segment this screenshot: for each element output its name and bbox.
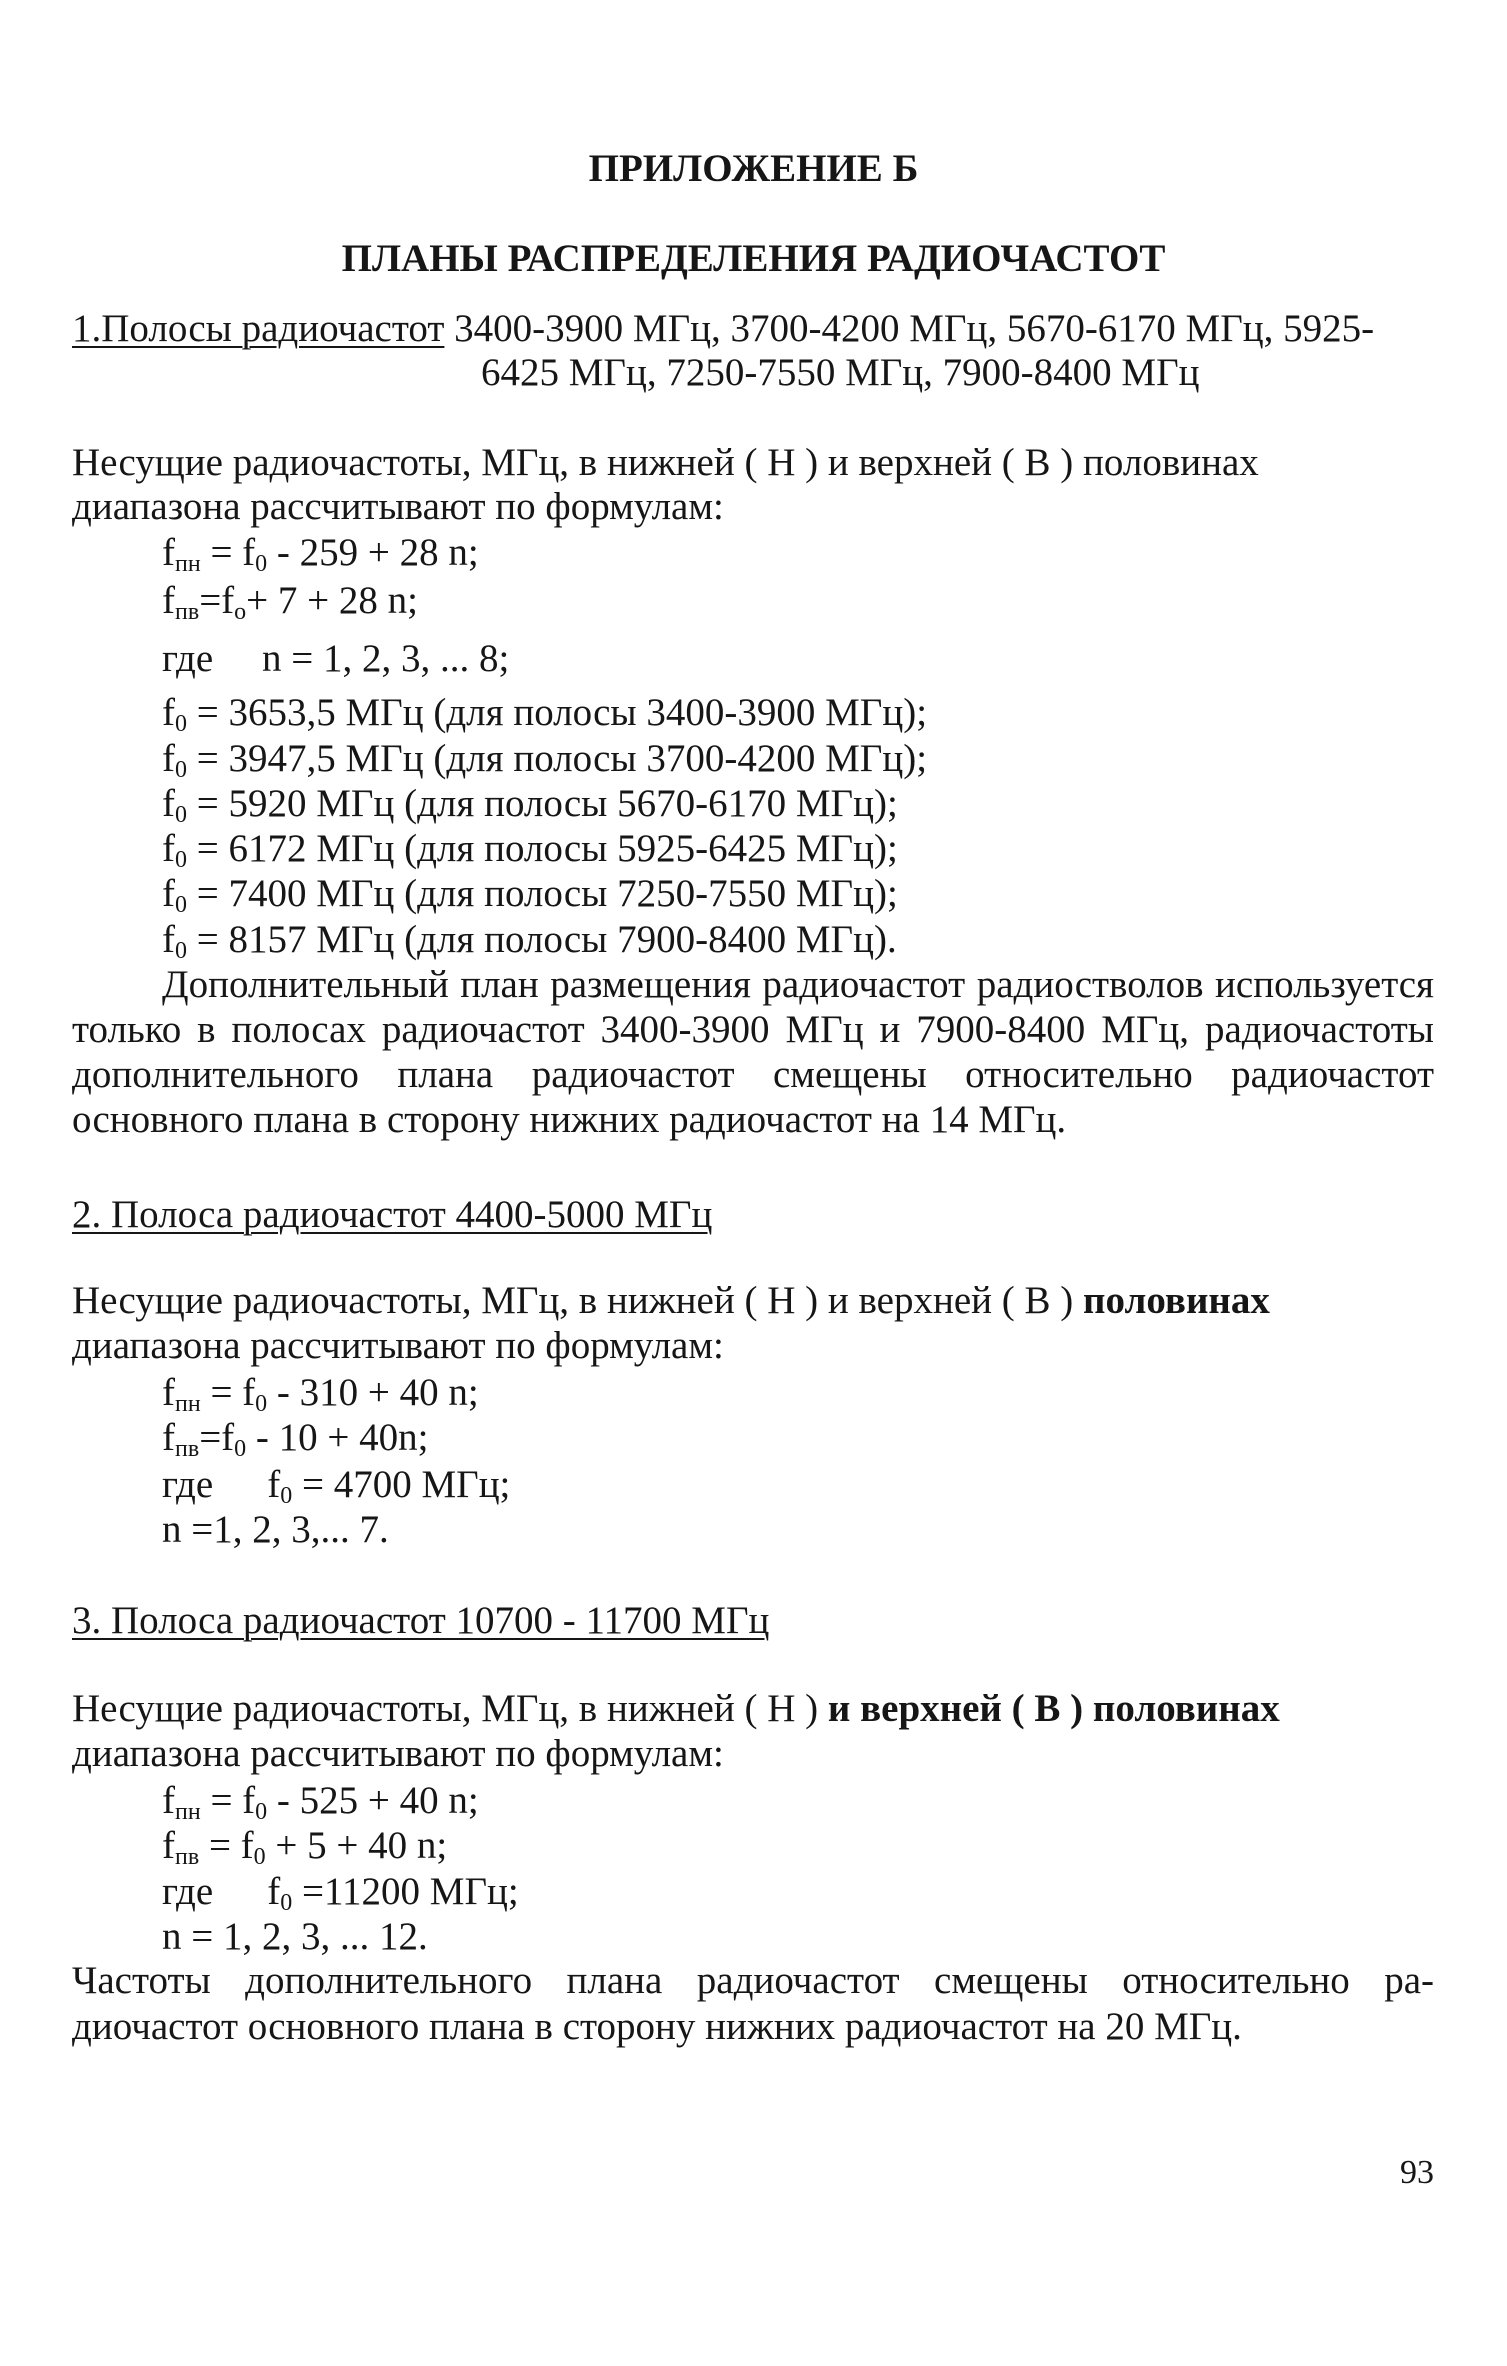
f0-line-3: $f_0 = 5920$ МГц (для полосы 5670-6170 МГц);	[162, 782, 898, 828]
section-1-heading	[72, 306, 1374, 352]
section-1-bands-1: 3400-3900 МГц, 3700-4200 МГц, 5670-6170 МГц, 5925-	[444, 307, 1375, 350]
section-2-intro-1: Несущие радиочастоты, МГц, в нижней ( Н ) и верхней ( В ) половинах	[72, 1279, 1270, 1322]
section-1-intro-2: диапазона рассчитывают по формулам:	[72, 485, 724, 528]
formula-where-f0-2: где $f_0 = 4700$ МГц;	[162, 1463, 511, 1509]
appendix-heading: ПРИЛОЖЕНИЕ Б	[588, 147, 919, 190]
formula-f-pn-3: $f_{пн} = f_0 - 525 + 40$ n;	[162, 1779, 479, 1825]
formula-n-3: n = 1, 2, 3, ... 12.	[162, 1915, 428, 1958]
section-2-intro-2: диапазона рассчитывают по формулам:	[72, 1324, 724, 1367]
formula-f-pv-2: $f_{пв}=f_0 - 10 + 40n$;	[162, 1416, 429, 1462]
f0-line-6: $f_0 = 8157$ МГц (для полосы 7900-8400 МГц).	[162, 918, 897, 964]
formula-f-pv-3: $f_{пв} = f_0 + 5 + 40$ n;	[162, 1824, 448, 1870]
formula-f-pv-1: $f_{пв}=f_o+ 7 + 28$ n;	[162, 579, 418, 625]
section-3-intro-2: диапазона рассчитывают по формулам:	[72, 1732, 724, 1775]
f0-line-4: $f_0 = 6172$ МГц (для полосы 5925-6425 МГц);	[162, 827, 898, 873]
section-3-heading: 3. Полоса радиочастот 10700 - 11700 МГц	[72, 1599, 770, 1642]
page-number: 93	[1400, 2154, 1434, 2191]
formula-where-n-1: где n = 1, 2, 3, ... 8;	[162, 637, 510, 680]
section-3-final-note: Частоты дополнительного плана радиочастот смещены относительно радиочастот основного плана в сторону нижних радиочастот на 20 МГц.	[72, 1959, 1434, 2048]
formula-f-pn-1: $f_{пн} = f_0 - 259 + 28$ n;	[162, 531, 479, 577]
f0-line-5: $f_0 = 7400$ МГц (для полосы 7250-7550 МГц);	[162, 872, 898, 918]
section-1-intro-1: Несущие радиочастоты, МГц, в нижней ( Н ) и верхней ( В ) половинах	[72, 441, 1259, 484]
section-1-bands-2: 6425 МГц, 7250-7550 МГц, 7900-8400 МГц	[481, 351, 1200, 394]
f0-line-1: $f_0 = 3653,5$ МГц (для полосы 3400-3900 МГц);	[162, 691, 928, 737]
section-1-additional-plan: Дополнительный план размещения радиочастот радиостволов используется только в полосах радиочастот 3400-3900 МГц и 7900-8400 МГц, радиочастоты дополнительного плана радиочастот смещены относительно радиочастот основного плана в сторону нижних радиочастот на 14 МГц.	[72, 963, 1434, 1141]
page-title: ПЛАНЫ РАСПРЕДЕЛЕНИЯ РАДИОЧАСТОТ	[341, 237, 1166, 280]
section-3-intro-1: Несущие радиочастоты, МГц, в нижней ( Н ) и верхней ( В ) половинах	[72, 1687, 1280, 1730]
section-1-link: 1.Полосы радиочастот	[72, 307, 445, 350]
formula-n-2: n =1, 2, 3,... 7.	[162, 1508, 389, 1551]
f0-line-2: $f_0 = 3947,5$ МГц (для полосы 3700-4200 МГц);	[162, 737, 928, 783]
section-2-heading: 2. Полоса радиочастот 4400-5000 МГц	[72, 1193, 713, 1236]
formula-where-f0-3: где $f_0 =11200$ МГц;	[162, 1870, 519, 1916]
formula-f-pn-2: $f_{пн} = f_0 - 310 + 40$ n;	[162, 1371, 479, 1417]
